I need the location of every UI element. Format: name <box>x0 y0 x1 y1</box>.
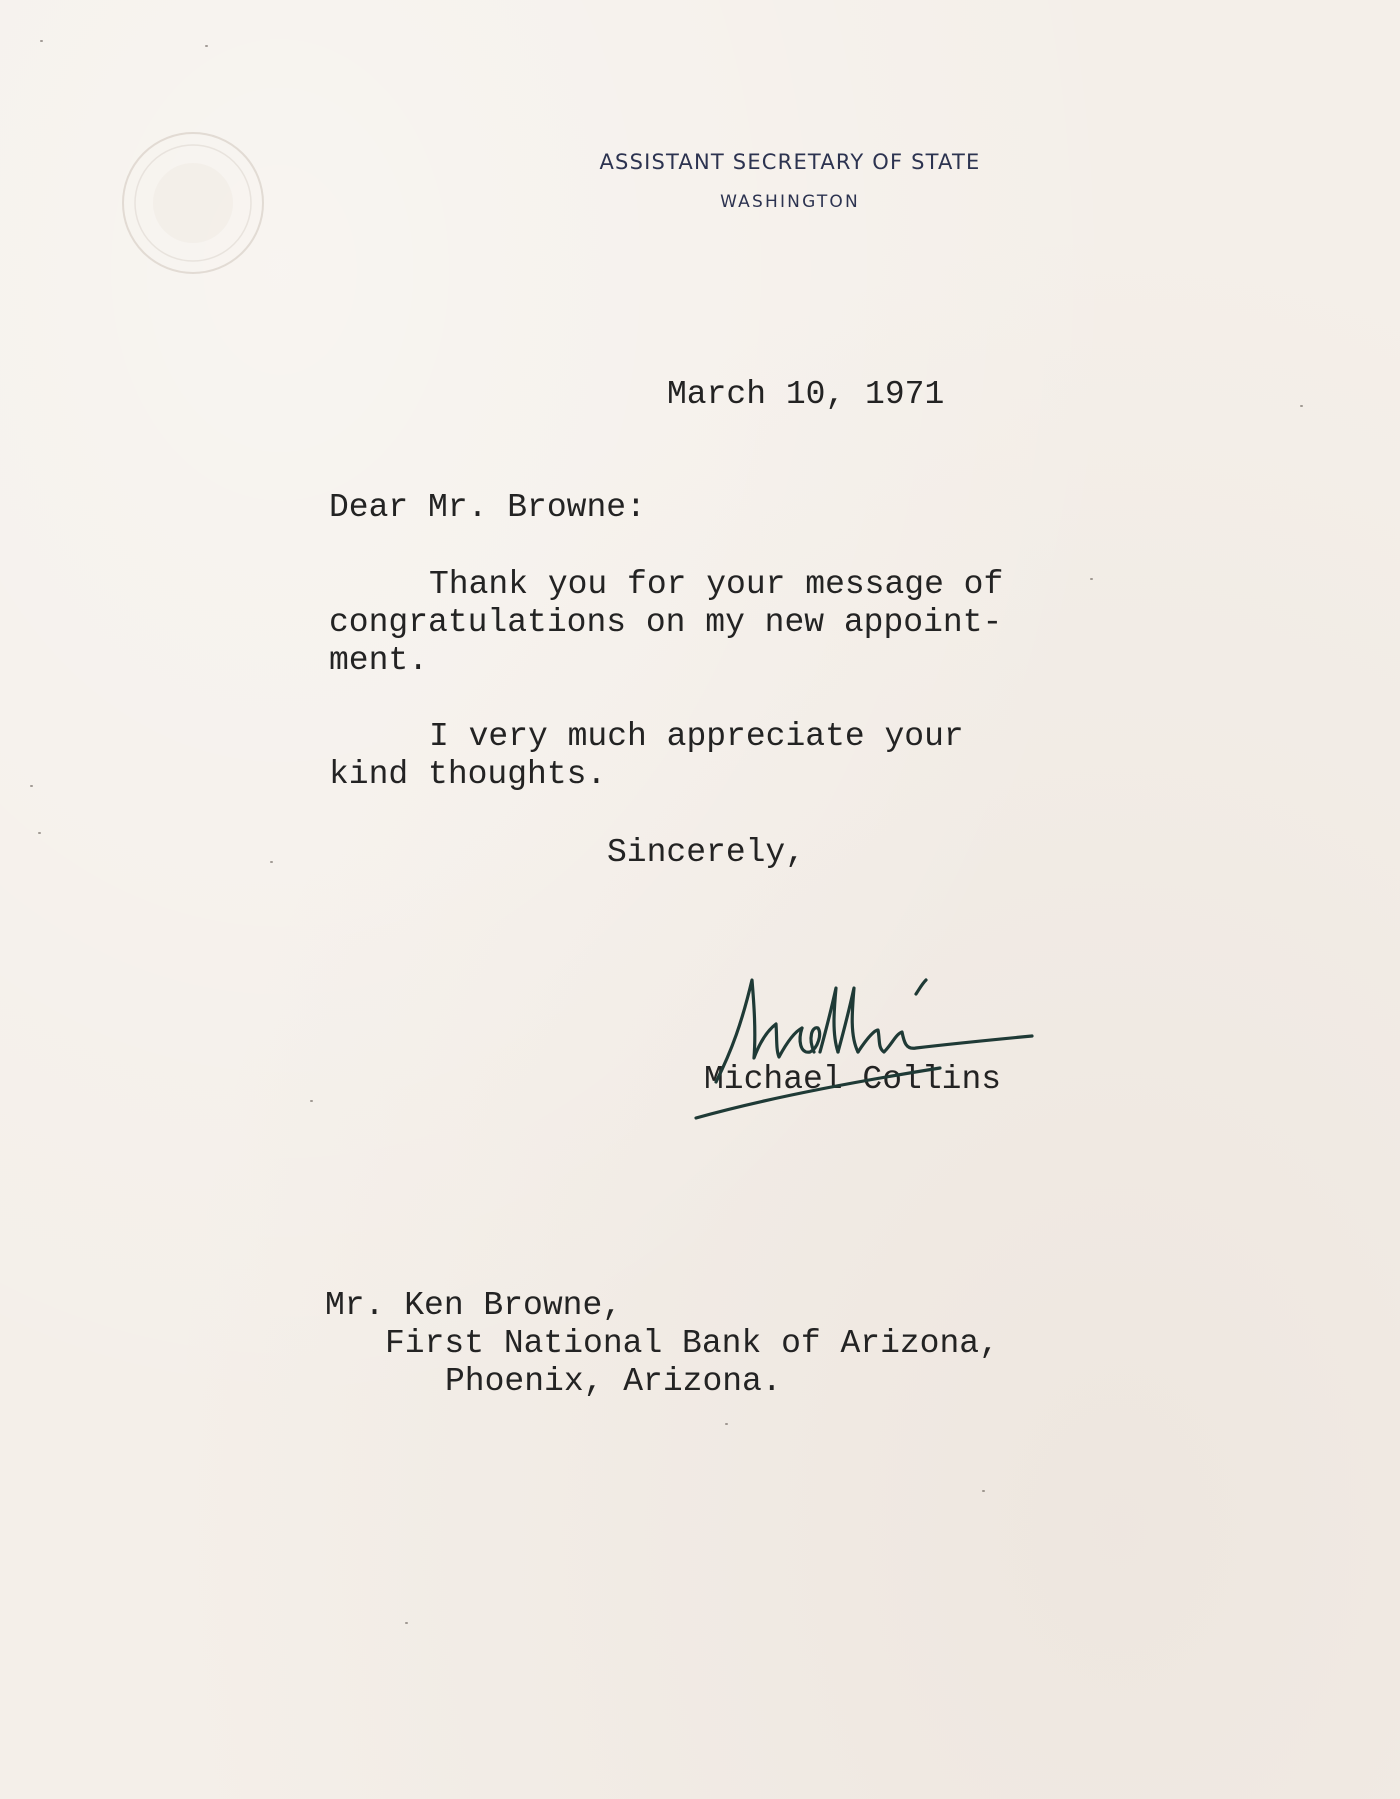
paper-speck <box>40 40 43 42</box>
paper-speck <box>205 45 208 47</box>
letterhead-title: ASSISTANT SECRETARY OF STATE <box>599 150 981 174</box>
body-paragraph-1-line: ment. <box>329 642 429 679</box>
typed-signatory-name: Michael Collins <box>704 1061 1002 1098</box>
body-paragraph-1-line: Thank you for your message of <box>429 566 1004 603</box>
paper-speck <box>982 1490 985 1492</box>
handwritten-signature <box>680 960 1040 1130</box>
paper-speck <box>725 1423 728 1425</box>
body-paragraph-2-line: I very much appreciate your <box>429 718 964 755</box>
paper-speck <box>1090 578 1093 580</box>
paper-speck <box>405 1622 408 1624</box>
paper-speck <box>310 1100 313 1102</box>
body-paragraph-1-line: congratulations on my new appoint- <box>329 604 1003 641</box>
paper-speck <box>270 861 273 863</box>
letter-date: March 10, 1971 <box>667 376 945 413</box>
recipient-address-line: Phoenix, Arizona. <box>445 1363 782 1400</box>
closing: Sincerely, <box>607 834 806 871</box>
paper-speck <box>1300 405 1303 407</box>
salutation: Dear Mr. Browne: <box>329 489 646 526</box>
embossed-seal <box>118 128 268 278</box>
body-paragraph-2-line: kind thoughts. <box>329 756 607 793</box>
paper-speck <box>30 785 33 787</box>
paper-speck <box>38 832 41 834</box>
recipient-address-line: First National Bank of Arizona, <box>385 1325 999 1362</box>
recipient-address-line: Mr. Ken Browne, <box>325 1287 623 1324</box>
letterhead-city: WASHINGTON <box>720 192 860 212</box>
